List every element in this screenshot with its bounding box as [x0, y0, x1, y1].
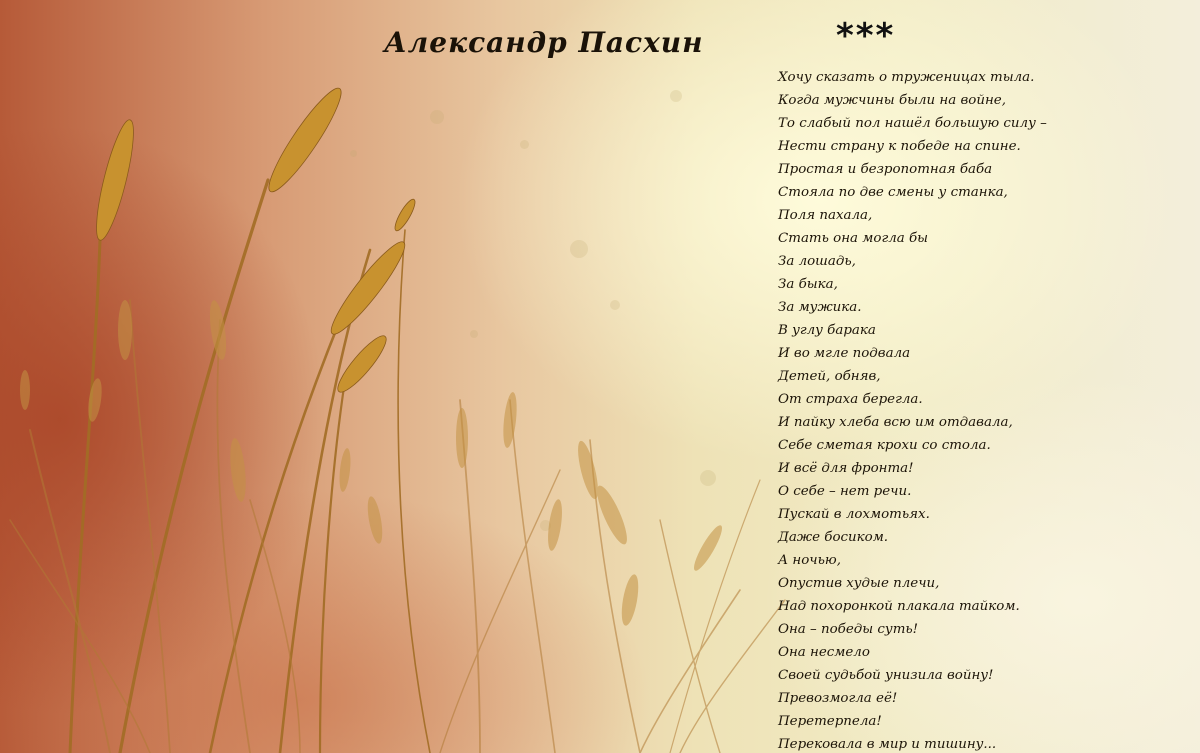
poem-line: Стояла по две смены у станка,	[778, 185, 1008, 200]
poem-line: За мужика.	[778, 300, 862, 315]
poem-line: Хочу сказать о труженицах тыла.	[778, 70, 1035, 85]
poem-line: Своей судьбой унизила войну!	[778, 668, 994, 683]
poem-line: Когда мужчины были на войне,	[778, 93, 1006, 108]
poem-line: Перетерпела!	[778, 714, 882, 729]
poem-line: Поля пахала,	[778, 208, 873, 223]
poem-line: И пайку хлеба всю им отдавала,	[778, 415, 1013, 430]
poem-line: От страха берегла.	[778, 392, 923, 407]
poem-line: Превозмогла её!	[778, 691, 898, 706]
poem-line: Над похоронкой плакала тайком.	[778, 599, 1020, 614]
poem-line: И во мгле подвала	[778, 346, 911, 361]
poem-line: О себе – нет речи.	[778, 484, 912, 499]
poem-title-asterisks: ***	[836, 16, 896, 56]
poem-line: За быка,	[778, 277, 838, 292]
poem-line: Нести страну к победе на спине.	[778, 139, 1021, 154]
poem-line: Простая и безропотная баба	[778, 162, 993, 177]
poem-line: Себе сметая крохи со стола.	[778, 438, 991, 453]
poem-line: Пускай в лохмотьях.	[778, 507, 930, 522]
author-name: Александр Пасхин	[384, 26, 704, 59]
poem-line: Она несмело	[778, 645, 870, 660]
poem-line: Стать она могла бы	[778, 231, 929, 246]
poem-line: Она – победы суть!	[778, 622, 919, 637]
poem-text	[778, 66, 1198, 753]
poem-line: То слабый пол нашёл большую силу –	[778, 116, 1047, 131]
poem-line: А ночью,	[778, 553, 841, 568]
poem-line: В углу барака	[778, 323, 876, 338]
poem-line: Даже босиком.	[778, 530, 889, 545]
poem-line: За лошадь,	[778, 254, 856, 269]
poem-line: И всё для фронта!	[778, 461, 914, 476]
poem-line: Опустив худые плечи,	[778, 576, 940, 591]
poem-line: Перековала в мир и тишину...	[778, 737, 997, 752]
poem-line: Детей, обняв,	[778, 369, 881, 384]
